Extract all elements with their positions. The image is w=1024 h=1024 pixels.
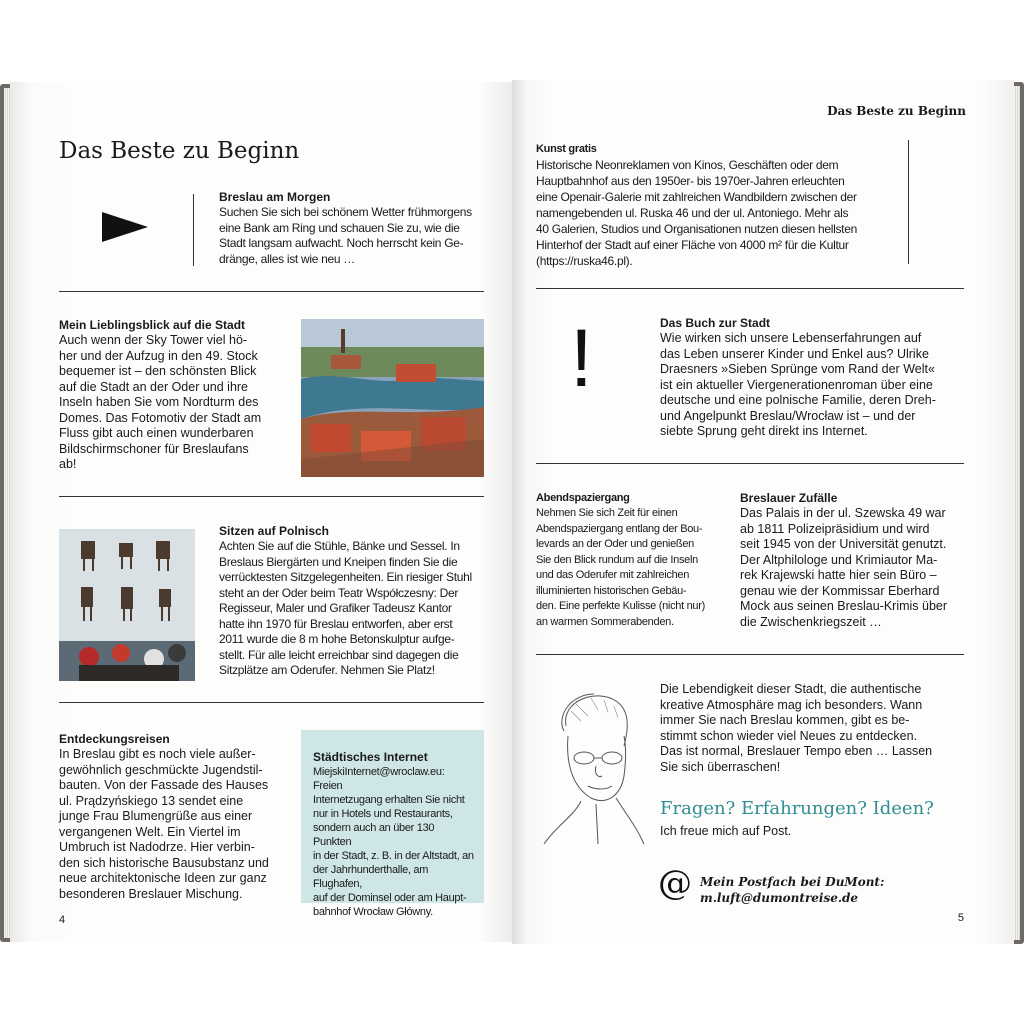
divider [59,291,484,292]
text-line: Breslaus Biergärten und Kneipen finden Sie die [219,554,458,569]
divider-vertical [193,194,194,266]
text-line: Sie den Blick rundum auf die Inseln [536,553,698,566]
text-line: Internetzugang erhalten Sie nicht [313,794,465,806]
feedback-text: Ich freue mich auf Post. [660,824,792,838]
text-line: ist ein aktueller Viergenerationenroman über eine [660,377,933,392]
page-number: 4 [59,914,66,926]
text-line: neue architektonische Ideen zur ganz [59,871,267,885]
page-title: Das Beste zu Beginn [59,138,300,164]
text-line: Der Altphilologe und Krimiautor Ma- [740,552,938,567]
text-line: seit 1945 von der Universität genutzt. [740,537,947,551]
left-page [10,82,512,942]
text-line: und Angelpunkt Breslau/Wrocław ist – und der [660,408,916,423]
discovery-heading: Entdeckungsreisen [59,732,170,746]
text-line: Sie sich überraschen! [660,759,781,774]
text-line: ab 1811 Polizeipräsidium und wird [740,521,930,536]
text-line: levards an der Oder und genießen [536,538,694,550]
text-line: sondern auch an über 130 Punkten [313,822,435,848]
discovery-text [59,747,281,902]
text-line: (https://ruska46.pl). [536,254,633,268]
art-heading: Kunst gratis [536,143,597,155]
right-page [512,80,1014,944]
internet-heading: Städtisches Internet [313,750,428,764]
text-line: ab! [59,457,77,471]
text-line: 2011 wurde die 8 m hohe Betonskulptur aufge- [219,632,455,646]
text-line: Historische Neonreklamen von Kinos, Geschäften oder dem [536,158,839,172]
internet-text [313,765,474,919]
text-line: auf die Stadt an der Oder und ihre [59,379,249,394]
text-line: Draesners »Sieben Sprünge vom Rand der Welt« [660,362,935,376]
play-arrow-icon [100,210,150,244]
text-line: ul. Prądzyńskiego 13 sendet eine [59,793,244,808]
evening-heading: Abendspaziergang [536,492,630,504]
discovery-section [59,732,281,902]
art-text [536,157,884,269]
text-line: Achten Sie auf die Stühle, Bänke und Sessel. In [219,539,460,553]
at-icon: @ [658,863,692,903]
text-line: Fluss gibt auch einen wunderbaren [59,426,254,440]
text-line: Suchen Sie sich bei schönem Wetter frühmorgens [219,205,472,219]
coincidences-text [740,506,966,630]
morning-section [219,190,485,267]
city-river-photo [301,319,484,477]
text-line: in der Stadt, z. B. in der Altstadt, an [313,850,474,862]
text-line: junge Frau Blumengrüße aus einer [59,809,253,823]
text-line: hatte ihn 1970 für Breslau entworfen, aber erst [219,616,453,631]
book-text [660,331,966,440]
text-line: gewöhnlich geschmückte Jugendstil- [59,762,263,777]
text-line: Wie wirken sich unsere Lebenserfahrungen auf [660,331,922,345]
text-line: deutsche und eine polnische Familie, deren Dreh- [660,393,936,407]
morning-heading: Breslau am Morgen [219,190,331,204]
text-line: In Breslau gibt es noch viele außer- [59,747,256,761]
divider [536,463,964,464]
book-section [660,316,966,440]
morning-text [219,205,485,267]
text-line: MiejskiInternet@wroclaw.eu: Freien [313,766,445,792]
sitting-heading: Sitzen auf Polnisch [219,524,330,538]
text-line: rek Krajewski hatte hier sein Büro – [740,568,937,582]
text-line: eine Bank am Ring und schauen Sie zu, wie die [219,220,460,235]
text-line: steht an der Oder beim Teatr Współczesny: Der [219,585,459,600]
text-line: genau wie der Kommissar Eberhard [740,583,940,598]
text-line: Hinterhof der Stadt auf einer Fläche von 4000 m² für die Kultur [536,238,849,252]
favorite-view-text [59,333,281,473]
sitting-text [219,539,485,679]
divider [59,496,484,497]
divider [536,288,964,289]
favorite-view-heading: Mein Lieblingsblick auf die Stadt [59,318,246,332]
text-line: Stadt langsam aufwacht. Noch herrscht kein Ge- [219,236,464,250]
feedback-heading: Fragen? Erfahrungen? Ideen? [660,798,934,819]
exclamation-icon: ! [570,313,593,404]
text-line: bauten. Von der Fassade des Hauses [59,778,269,792]
text-line: Bildschirmschoner für Breslaufans [59,441,249,456]
text-line: besonderen Breslauer Mischung. [59,886,243,901]
running-head: Das Beste zu Beginn [827,104,966,118]
text-line: bequemer ist – den schönsten Blick [59,364,257,378]
text-line: her und der Aufzug in den 49. Stock [59,348,258,363]
text-line: stimmt schon wieder viel Neues zu entdecken. [660,728,918,743]
chairs-wall-photo [59,529,195,681]
text-line: 40 Galerien, Studios und Organisationen nutzen diesen hellsten [536,222,857,236]
text-line: stellt. Für alle leicht erreichbar sind dagegen die [219,647,459,662]
text-line: Das Palais in der ul. Szewska 49 war [740,506,946,520]
text-line: Domes. Das Fotomotiv der Stadt am [59,410,262,425]
text-line: kreative Atmosphäre mag ich besonders. Wann [660,697,923,712]
text-line: siebte Sprung geht direkt ins Internet. [660,424,868,438]
text-line: dränge, alles ist wie neu … [219,251,355,266]
text-line: vergangenen Welt. Ein Viertel im [59,824,241,839]
text-line: Mock aus seinen Breslau-Krimis über [740,599,948,613]
open-book [0,80,1024,946]
divider [59,702,484,703]
text-line: nur in Hotels und Restaurants, [313,808,453,820]
page-number: 5 [957,912,964,924]
text-line: verrücktesten Sitzgelegenheiten. Ein riesiger Stuhl [219,570,472,584]
coincidences-heading: Breslauer Zufälle [740,491,838,505]
divider-vertical [908,140,909,264]
text-line: der Jahrhunderthalle, am Flughafen, [313,864,429,890]
text-line: Sitzplätze am Oderufer. Nehmen Sie Platz! [219,663,435,677]
text-line: die Zwischenkriegszeit … [740,614,882,629]
sitting-section [219,524,485,679]
text-line: und das Oderufer mit zahlreichen [536,569,690,581]
text-line: eine Openair-Galerie mit zahlreichen Wandbildern zwischen der [536,190,857,204]
text-line: bahnhof Wrocław Główny. [313,906,433,918]
mailbox-label: Mein Postfach bei DuMont: [700,875,885,889]
text-line: den sich historische Bausubstanz und [59,855,269,870]
author-note-text [660,682,966,775]
text-line: Inseln haben Sie vom Nordturm des [59,395,259,409]
text-line: Abendspaziergang entlang der Bou- [536,522,703,535]
email-link[interactable]: m.luft@dumontreise.de [700,891,859,905]
favorite-view-section [59,318,281,473]
text-line: Umbruch ist Nadodrze. Hier verbin- [59,840,255,854]
book-heading: Das Buch zur Stadt [660,316,771,330]
divider [536,654,964,655]
author-note [660,682,966,775]
text-line: auf der Dominsel oder am Haupt- [313,892,467,904]
evening-section [536,491,718,630]
coincidences-section [740,491,966,630]
mailbox-info [700,874,884,906]
author-sketch-portrait [536,686,646,846]
text-line: immer Sie nach Breslau kommen, gibt es be- [660,713,910,727]
evening-text [536,506,718,630]
text-line: das Leben unserer Kinder und Enkel aus? Ulrike [660,346,929,361]
internet-info-box [301,730,484,918]
art-section [536,142,884,269]
text-line: illuminierten historischen Gebäu- [536,584,687,597]
text-line: Auch wenn der Sky Tower viel hö- [59,333,248,347]
text-line: Die Lebendigkeit dieser Stadt, die authentische [660,682,922,696]
text-line: namengebenden ul. Ruska 46 und der ul. Antoniego. Mehr als [536,206,849,220]
text-line: Das ist normal, Breslauer Tempo eben … Lassen [660,744,933,758]
text-line: Hauptbahnhof aus den 1950er- bis 1970er-Jahren erleuchten [536,174,845,188]
text-line: an warmen Sommerabenden. [536,615,674,628]
text-line: Regisseur, Maler und Grafiker Tadeusz Kantor [219,601,452,615]
text-line: Nehmen Sie sich Zeit für einen [536,507,678,519]
text-line: den. Eine perfekte Kulisse (nicht nur) [536,600,705,612]
